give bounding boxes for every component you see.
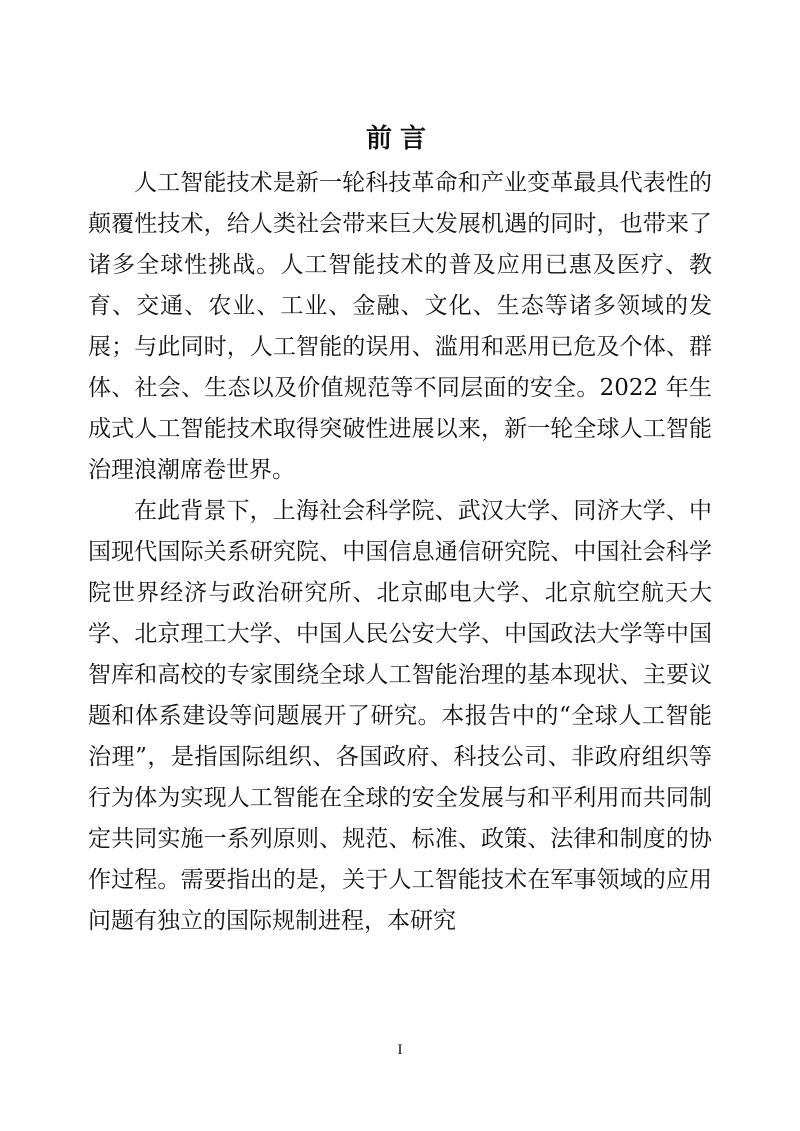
paragraph-2: 在此背景下，上海社会科学院、武汉大学、同济大学、中国现代国际关系研究院、中国信息通信研究院、中国社会科学院世界经济与政治研究所、北京邮电大学、北京航空航天大学、北京理工大学、中国人民公安大学、中国政法大学等中国智库和高校的专家围绕全球人工智能治理的基本现状、主要议题和体系建设等问题展开了研究。本报告中的“全球人工智能治理”，是指国际组织、各国政府、科技公司、非政府组织等行为体为实现人工智能在全球的安全发展与和平利用而共同制定共同实施一系列原则、规范、标准、政策、法律和制度的协作过程。需要指出的是，关于人工智能技术在军事领域的应用问题有独立的国际规制进程，本研究 <box>88 498 712 934</box>
paragraph-1: 人工智能技术是新一轮科技革命和产业变革最具代表性的颠覆性技术，给人类社会带来巨大发展机遇的同时，也带来了诸多全球性挑战。人工智能技术的普及应用已惠及医疗、教育、交通、农业、工业、金融、文化、生态等诸多领域的发展；与此同时，人工智能的误用、滥用和恶用已危及个体、群体、社会、生态以及价值规范等不同层面的安全。2022 年生成式人工智能技术取得突破性进展以来，新一轮全球人工智能治理浪潮席卷世界。 <box>88 170 712 483</box>
page-number: I <box>397 1042 403 1058</box>
page-title: 前言 <box>365 124 434 154</box>
body-text <box>88 163 712 942</box>
